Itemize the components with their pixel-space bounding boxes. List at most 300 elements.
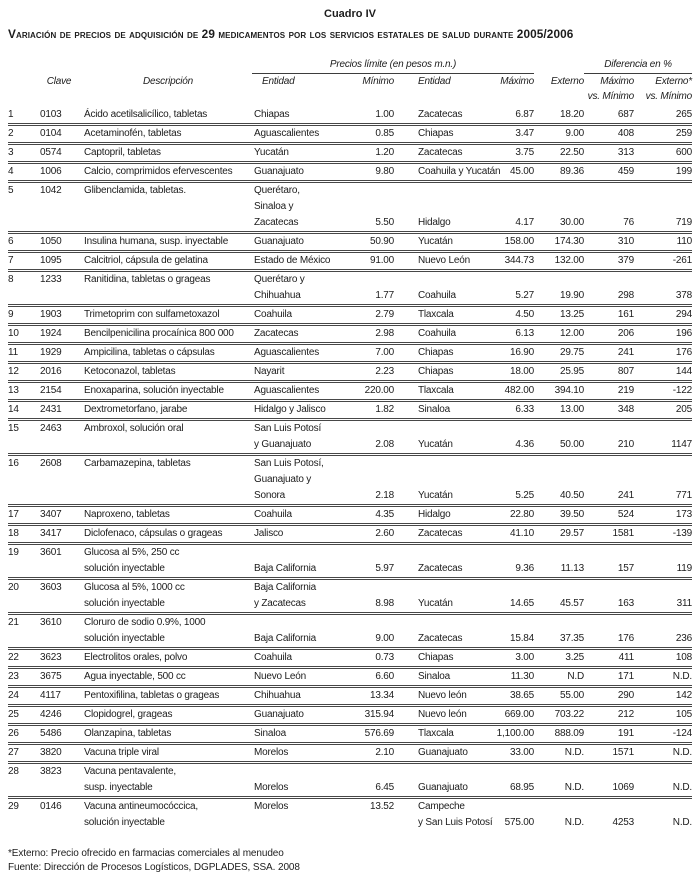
cell: 10 xyxy=(8,328,19,339)
cell: 3.47 xyxy=(515,128,534,139)
cell: 3820 xyxy=(40,747,62,758)
table-row xyxy=(8,764,692,799)
cell: 174.30 xyxy=(554,236,584,247)
cell: 40.50 xyxy=(559,490,584,501)
cell: 0103 xyxy=(40,109,62,120)
col-header-minimo: Mínimo xyxy=(362,76,394,87)
cell: 3603 xyxy=(40,582,62,593)
cell xyxy=(634,545,692,561)
cell: 29.57 xyxy=(559,528,584,539)
table-row xyxy=(8,183,692,234)
cell xyxy=(394,580,484,596)
cell xyxy=(34,215,84,231)
cell xyxy=(344,615,394,631)
cell: y Zacatecas xyxy=(254,598,306,609)
cell xyxy=(252,815,344,831)
cell: Guanajuato y xyxy=(254,474,312,485)
cell: 144 xyxy=(675,366,692,377)
cell: Morelos xyxy=(254,782,289,793)
table-row xyxy=(8,234,692,253)
cell: 482.00 xyxy=(504,385,534,396)
cell: 2608 xyxy=(40,458,62,469)
cell: Ranitidina, tabletas o grageas xyxy=(84,274,211,285)
cell xyxy=(344,764,394,780)
cell: 4.36 xyxy=(515,439,534,450)
cell: Ketoconazol, tabletas xyxy=(84,366,176,377)
table-row xyxy=(8,745,692,764)
cell: 5486 xyxy=(40,728,62,739)
cell xyxy=(584,764,634,780)
cell xyxy=(8,488,34,504)
cell: 1924 xyxy=(40,328,62,339)
cell: 11.13 xyxy=(560,563,584,574)
column-header-row-2 xyxy=(8,89,692,104)
cell: Yucatán xyxy=(418,598,453,609)
cell: 703.22 xyxy=(554,709,584,720)
cell xyxy=(344,199,394,215)
cell: 29 xyxy=(8,801,19,812)
cell: 105 xyxy=(675,709,692,720)
cell: Chihuahua xyxy=(254,690,301,701)
cell: 171 xyxy=(617,671,634,682)
table-row xyxy=(8,726,692,745)
cell: 2431 xyxy=(40,404,62,415)
cell: Yucatán xyxy=(418,236,453,247)
cell: 6.33 xyxy=(515,404,534,415)
cell: Baja California xyxy=(254,563,317,574)
cell: 22.80 xyxy=(509,509,534,520)
cell: 191 xyxy=(617,728,634,739)
cell: Vacuna triple viral xyxy=(84,747,159,758)
cell: solución inyectable xyxy=(84,563,165,574)
cell: 15 xyxy=(8,423,19,434)
cell xyxy=(84,215,252,231)
cell: 16 xyxy=(8,458,19,469)
cell: N.D. xyxy=(672,782,692,793)
cell: N.D xyxy=(567,671,584,682)
cell: 719 xyxy=(675,217,692,228)
cell xyxy=(484,472,534,488)
cell xyxy=(344,815,394,831)
cell: Zacatecas xyxy=(254,328,299,339)
col-header-entidad-min: Entidad xyxy=(262,76,295,87)
col-header-maximo: Máximo xyxy=(500,76,534,87)
cell: Glibenclamida, tabletas. xyxy=(84,185,186,196)
cell xyxy=(584,456,634,472)
table-row xyxy=(8,307,692,326)
cell: 19 xyxy=(8,547,19,558)
cell: 33.00 xyxy=(509,747,534,758)
cell: N.D. xyxy=(672,817,692,828)
cell: Chiapas xyxy=(418,366,454,377)
cell: 108 xyxy=(675,652,692,663)
cell: 11.30 xyxy=(510,671,534,682)
cell: Calcitriol, cápsula de gelatina xyxy=(84,255,208,266)
cell: Baja California xyxy=(254,582,317,593)
cell: 23 xyxy=(8,671,19,682)
table-row xyxy=(8,688,692,707)
cell: 313 xyxy=(617,147,634,158)
col-header-entidad-max: Entidad xyxy=(418,76,451,87)
cell xyxy=(634,580,692,596)
col-header-descripcion: Descripción xyxy=(142,76,194,87)
cell: 0146 xyxy=(40,801,62,812)
cell: Carbamazepina, tabletas xyxy=(84,458,191,469)
cell: Zacatecas xyxy=(418,563,463,574)
cell: 1.82 xyxy=(375,404,394,415)
cell: 142 xyxy=(675,690,692,701)
table-row xyxy=(8,615,692,650)
cell: 3623 xyxy=(40,652,62,663)
cell: Coahuila y Yucatán xyxy=(418,166,501,177)
cell: 311 xyxy=(676,598,692,609)
cell: 6.87 xyxy=(515,109,534,120)
cell xyxy=(584,580,634,596)
cell: 265 xyxy=(675,109,692,120)
cell: 348 xyxy=(617,404,634,415)
cell xyxy=(484,764,534,780)
cell: 236 xyxy=(675,633,692,644)
cell: 9.00 xyxy=(375,633,394,644)
cell xyxy=(84,437,252,453)
cell: Zacatecas xyxy=(418,147,463,158)
cell: 24 xyxy=(8,690,19,701)
cell: Chiapas xyxy=(254,109,290,120)
cell: 12.00 xyxy=(559,328,584,339)
cell xyxy=(394,421,484,437)
cell: 220.00 xyxy=(364,385,394,396)
cell xyxy=(34,780,84,796)
cell: 0574 xyxy=(40,147,62,158)
cell xyxy=(84,288,252,304)
cell: 5.50 xyxy=(375,217,394,228)
cell: 1147 xyxy=(671,439,692,450)
cell: 0.85 xyxy=(375,128,394,139)
cell xyxy=(8,780,34,796)
cell: 91.00 xyxy=(369,255,394,266)
cell: 575.00 xyxy=(504,817,534,828)
cell xyxy=(534,272,584,288)
cell xyxy=(634,183,692,199)
col-header-dif-externo: Externo* xyxy=(655,76,692,87)
cell xyxy=(34,561,84,577)
cell: Zacatecas xyxy=(418,633,463,644)
cell xyxy=(394,272,484,288)
cell: 600 xyxy=(675,147,692,158)
cell xyxy=(484,199,534,215)
cell: 2.98 xyxy=(375,328,394,339)
cell: 1.77 xyxy=(375,290,394,301)
cell xyxy=(584,472,634,488)
cell: 1,100.00 xyxy=(496,728,534,739)
cell: 22.50 xyxy=(559,147,584,158)
cell: 18.20 xyxy=(559,109,584,120)
cell: Nayarit xyxy=(254,366,285,377)
cell xyxy=(394,456,484,472)
cell xyxy=(344,456,394,472)
cell: Ácido acetilsalicílico, tabletas xyxy=(84,109,208,120)
cell xyxy=(8,596,34,612)
cell: Guanajuato xyxy=(418,747,468,758)
table-title: Variación de precios de adquisición de 29 medicamentos por los servicios estatales de salud durante 2005/2006 xyxy=(8,27,574,41)
cell: susp. inyectable xyxy=(84,782,153,793)
table-row xyxy=(8,799,692,831)
cell xyxy=(344,580,394,596)
cell: 205 xyxy=(675,404,692,415)
cell: Guanajuato xyxy=(254,709,304,720)
cell: Aguascalientes xyxy=(254,128,320,139)
cell xyxy=(344,183,394,199)
cell xyxy=(634,615,692,631)
cell: solución inyectable xyxy=(84,633,165,644)
cell: Sinaloa xyxy=(418,671,450,682)
cell: Chiapas xyxy=(418,652,454,663)
cell: Bencilpenicilina procaínica 800 000 xyxy=(84,328,234,339)
cell: 5 xyxy=(8,185,14,196)
cell: Insulina humana, susp. inyectable xyxy=(84,236,229,247)
cell: 344.73 xyxy=(504,255,534,266)
cell: 5.25 xyxy=(515,490,534,501)
cell: Nuevo león xyxy=(418,709,467,720)
cell: 2.79 xyxy=(375,309,394,320)
cell: 4253 xyxy=(612,817,634,828)
cell xyxy=(634,764,692,780)
cell: 3.25 xyxy=(565,652,584,663)
cell: Aguascalientes xyxy=(254,347,320,358)
cell: 157 xyxy=(617,563,634,574)
group-header-diferencia: Diferencia en % xyxy=(584,57,692,74)
cell: 196 xyxy=(675,328,692,339)
cell: Coahuila xyxy=(254,309,292,320)
cell xyxy=(534,199,584,215)
cell xyxy=(252,764,344,780)
cell: Aguascalientes xyxy=(254,385,320,396)
cell xyxy=(634,199,692,215)
cell: 241 xyxy=(617,490,634,501)
cell: 1.00 xyxy=(375,109,394,120)
cell: 176 xyxy=(617,633,634,644)
cell: 315.94 xyxy=(364,709,394,720)
cell xyxy=(252,615,344,631)
table-caption: Cuadro IV xyxy=(324,8,376,20)
cell: Agua inyectable, 500 cc xyxy=(84,671,186,682)
cell xyxy=(634,456,692,472)
table-row xyxy=(8,707,692,726)
col-header-clave: Clave xyxy=(46,76,72,87)
cell: 290 xyxy=(617,690,634,701)
cell xyxy=(534,764,584,780)
table-row xyxy=(8,345,692,364)
cell: 161 xyxy=(617,309,634,320)
cell: 132.00 xyxy=(554,255,584,266)
table-row xyxy=(8,507,692,526)
cell: 27 xyxy=(8,747,19,758)
cell: 25.95 xyxy=(559,366,584,377)
cell: 4.17 xyxy=(515,217,534,228)
cell: Jalisco xyxy=(254,528,284,539)
cell: Trimetoprim con sulfametoxazol xyxy=(84,309,220,320)
table-row xyxy=(8,364,692,383)
cell xyxy=(8,815,34,831)
cell: 6.13 xyxy=(515,328,534,339)
cell: Baja California xyxy=(254,633,317,644)
cell: 2.10 xyxy=(375,747,394,758)
cell xyxy=(634,421,692,437)
cell: Guanajuato xyxy=(254,236,304,247)
cell xyxy=(534,615,584,631)
table-row xyxy=(8,669,692,688)
cell: 378 xyxy=(675,290,692,301)
cell: 15.84 xyxy=(509,633,534,644)
cell: 669.00 xyxy=(504,709,534,720)
cell xyxy=(484,545,534,561)
cell: 210 xyxy=(617,439,634,450)
cell: N.D. xyxy=(672,747,692,758)
cell: Yucatán xyxy=(254,147,289,158)
table-row xyxy=(8,326,692,345)
cell: 3407 xyxy=(40,509,62,520)
cell: Estado de México xyxy=(254,255,331,266)
cell: Naproxeno, tabletas xyxy=(84,509,170,520)
cell: 16.90 xyxy=(509,347,534,358)
cell: 76 xyxy=(623,217,634,228)
cell: 576.69 xyxy=(364,728,394,739)
cell: 4117 xyxy=(40,690,61,701)
cell: 173 xyxy=(675,509,692,520)
cell: 1095 xyxy=(40,255,62,266)
cell xyxy=(84,488,252,504)
cell: 19.90 xyxy=(559,290,584,301)
cell xyxy=(484,799,534,815)
cell: Nuevo León xyxy=(254,671,306,682)
cell: 687 xyxy=(617,109,634,120)
cell: Electrolitos orales, polvo xyxy=(84,652,188,663)
cell: Hidalgo xyxy=(418,217,451,228)
cell: 1903 xyxy=(40,309,62,320)
cell: Tlaxcala xyxy=(418,728,454,739)
cell xyxy=(344,545,394,561)
cell: Chiapas xyxy=(418,347,454,358)
cell xyxy=(584,183,634,199)
cell: 50.90 xyxy=(369,236,394,247)
cell: 394.10 xyxy=(554,385,584,396)
cell: Yucatán xyxy=(418,490,453,501)
cell xyxy=(252,545,344,561)
cell xyxy=(84,472,252,488)
cell: N.D. xyxy=(564,817,584,828)
cell xyxy=(634,799,692,815)
cell: N.D. xyxy=(672,671,692,682)
cell: 8 xyxy=(8,274,14,285)
cell: -122 xyxy=(672,385,692,396)
cell xyxy=(34,631,84,647)
cell: 3.75 xyxy=(515,147,534,158)
cell: Dextrometorfano, jarabe xyxy=(84,404,188,415)
cell: Cloruro de sodio 0.9%, 1000 xyxy=(84,617,206,628)
cell: 4 xyxy=(8,166,14,177)
table-row xyxy=(8,402,692,421)
cell: Olanzapina, tabletas xyxy=(84,728,172,739)
cell: Vacuna pentavalente, xyxy=(84,766,177,777)
cell: Ambroxol, solución oral xyxy=(84,423,184,434)
cell xyxy=(394,615,484,631)
cell: 18 xyxy=(8,528,19,539)
cell: 11 xyxy=(8,347,18,358)
table-row xyxy=(8,526,692,545)
cell: 294 xyxy=(675,309,692,320)
cell: 411 xyxy=(618,652,634,663)
cell: Querétaro y xyxy=(254,274,305,285)
table-row xyxy=(8,145,692,164)
cell: 298 xyxy=(617,290,634,301)
cell: 8.98 xyxy=(375,598,394,609)
cell xyxy=(344,272,394,288)
cell: 2463 xyxy=(40,423,62,434)
cell: 206 xyxy=(617,328,634,339)
cell: 45.00 xyxy=(509,166,534,177)
cell: San Luis Potosí, xyxy=(254,458,324,469)
cell xyxy=(34,437,84,453)
cell: 37.35 xyxy=(559,633,584,644)
cell: 1042 xyxy=(40,185,62,196)
cell: Guanajuato xyxy=(254,166,304,177)
cell: 4.50 xyxy=(515,309,534,320)
column-header-row xyxy=(8,74,692,89)
cell: 3 xyxy=(8,147,14,158)
cell: Coahuila xyxy=(254,652,292,663)
cell xyxy=(484,580,534,596)
cell: 2.60 xyxy=(375,528,394,539)
cell: 1006 xyxy=(40,166,62,177)
cell: 524 xyxy=(617,509,634,520)
cell: 1233 xyxy=(40,274,62,285)
cell xyxy=(534,799,584,815)
cell xyxy=(34,288,84,304)
cell: San Luis Potosí xyxy=(254,423,322,434)
cell xyxy=(34,488,84,504)
cell: N.D. xyxy=(564,782,584,793)
cell xyxy=(8,631,34,647)
cell: 176 xyxy=(675,347,692,358)
cell: 28 xyxy=(8,766,19,777)
cell: 7 xyxy=(8,255,14,266)
table-header xyxy=(8,57,692,104)
cell xyxy=(8,288,34,304)
cell: Campeche xyxy=(418,801,465,812)
cell: Zacatecas xyxy=(254,217,299,228)
cell: 5.97 xyxy=(375,563,394,574)
cell: Morelos xyxy=(254,747,289,758)
cell xyxy=(344,421,394,437)
cell: 41.10 xyxy=(509,528,534,539)
cell: 6 xyxy=(8,236,14,247)
cell: N.D. xyxy=(564,747,584,758)
table-body xyxy=(8,107,692,831)
cell: Sonora xyxy=(254,490,286,501)
cell: Captopril, tabletas xyxy=(84,147,161,158)
cell xyxy=(584,545,634,561)
cell: 6.45 xyxy=(375,782,394,793)
cell: Coahuila xyxy=(418,328,456,339)
cell: y San Luis Potosí xyxy=(418,817,493,828)
cell xyxy=(8,437,34,453)
cell xyxy=(394,183,484,199)
cell: 1069 xyxy=(612,782,634,793)
cell xyxy=(34,199,84,215)
cell xyxy=(634,272,692,288)
table-row xyxy=(8,456,692,507)
cell xyxy=(8,472,34,488)
